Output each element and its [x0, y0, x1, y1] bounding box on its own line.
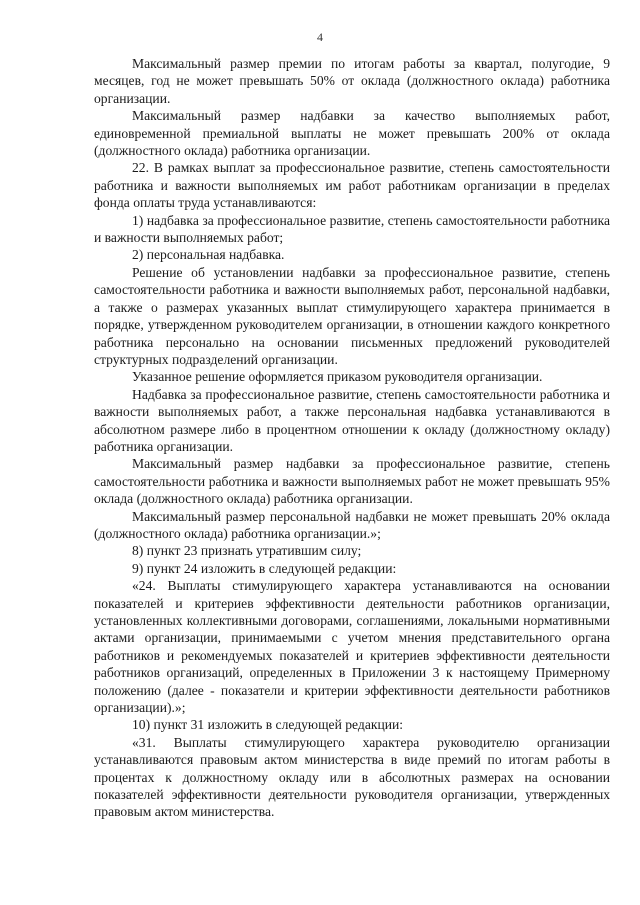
body-text [94, 55, 610, 821]
paragraph: 2) персональная надбавка. [132, 247, 285, 263]
paragraph: Максимальный размер надбавки за качество выполняемых работ, единовременной премиальной выплаты не может превышать 200% от оклада (должностного оклада) работника организации. [94, 108, 610, 159]
paragraph: «24. Выплаты стимулирующего характера устанавливаются на основании показателей и критериев эффективности деятельности работников организации, установленных коллективными договорами, соглашениями, локальными нормативными актами организации, принимаемыми с учетом мнения представительного органа работников и рекомендуемых показателей и критериев эффективности деятельности работников организаций, определенных в Приложении 3 к настоящему Примерному положению (далее - показатели и критерии эффективности деятельности работников организации).»; [94, 578, 610, 716]
paragraph: Максимальный размер премии по итогам работы за квартал, полугодие, 9 месяцев, год не может превышать 50% от оклада (должностного оклада) работника организации. [94, 56, 610, 106]
paragraph: Максимальный размер персональной надбавки не может превышать 20% оклада (должностного оклада) работника организации.»; [94, 508, 610, 541]
paragraph: 8) пункт 23 признать утратившим силу; [132, 543, 362, 559]
paragraph: Решение об установлении надбавки за профессиональное развитие, степень самостоятельности работника и важности выполняемых работ, персональной надбавки, а также о размерах указанных выплат стимулирующего характера принимается в порядке, утвержденном руководителем организации, в отношении каждого конкретного работника персонально на основании письменных предложений руководителей структурных подразделений организации. [94, 264, 610, 367]
page-number: 4 [317, 30, 323, 44]
paragraph: «31. Выплаты стимулирующего характера руководителю организации устанавливаются правовым актом министерства в виде премий по итогам работы в процентах к должностному окладу или в абсолютных размерах на основании показателей эффективности деятельности руководителя организации, утвержденных правовым актом министерства. [94, 734, 610, 820]
paragraph: 10) пункт 31 изложить в следующей редакции: [132, 717, 404, 733]
paragraph: Указанное решение оформляется приказом руководителя организации. [132, 369, 543, 385]
paragraph: 9) пункт 24 изложить в следующей редакции: [132, 560, 397, 576]
paragraph: 1) надбавка за профессиональное развитие, степень самостоятельности работника и важности выполняемых работ; [94, 212, 610, 246]
paragraph: 22. В рамках выплат за профессиональное развитие, степень самостоятельности работника и важности выполняемых им работ работникам организации в пределах фонда оплаты труда устанавливаются: [94, 160, 610, 211]
paragraph: Максимальный размер надбавки за профессиональное развитие, степень самостоятельности работника и важности выполняемых работ не может превышать 95% оклада (должностного оклада) работника организации. [94, 456, 610, 507]
paragraph: Надбавка за профессиональное развитие, степень самостоятельности работника и важности выполняемых работ, а также персональная надбавка устанавливаются в абсолютном размере либо в процентном отношении к окладу (должностному окладу) работника организации. [94, 386, 610, 454]
